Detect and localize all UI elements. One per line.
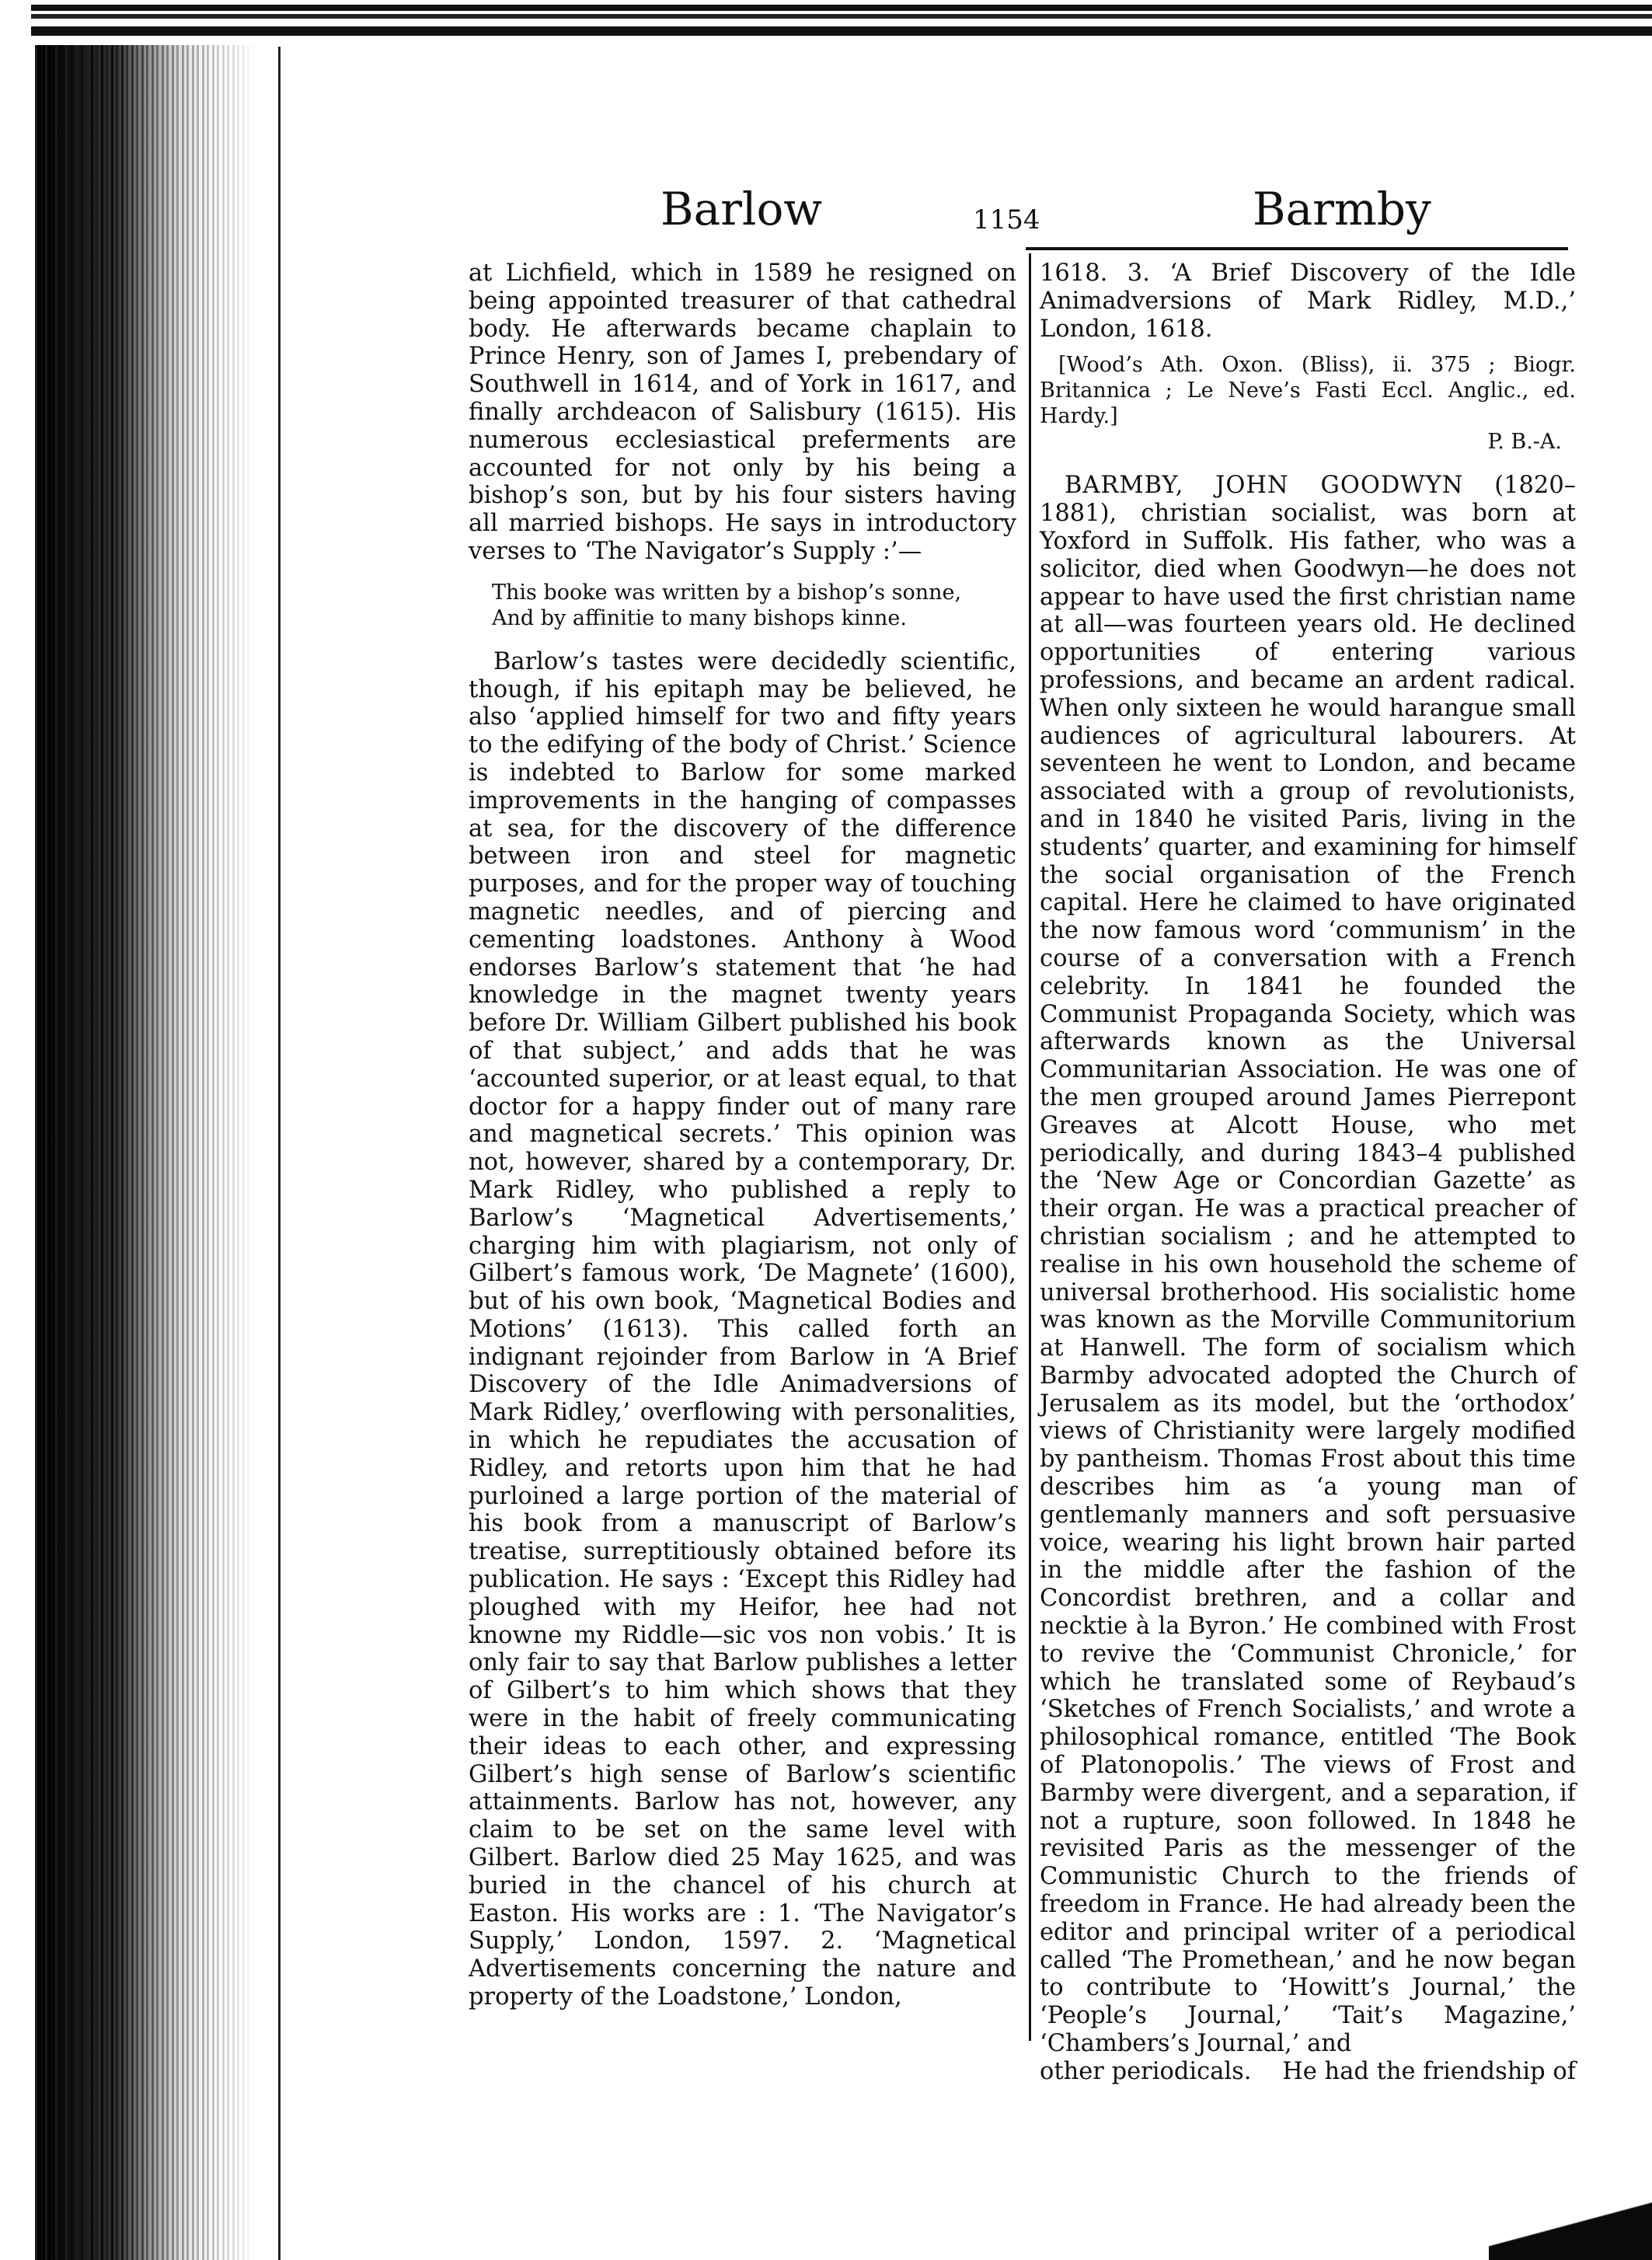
author-signature: P. B.-A. <box>1487 430 1562 455</box>
left-column <box>469 260 1016 2011</box>
page-edge-line <box>278 47 281 2260</box>
verse-quote <box>492 580 1016 631</box>
entry-body: (1820–1881), christian socialist, was born at Yoxford in Suffolk. His father, who was a solicitor, died when Goodwyn—he does not appear to have used the first christian name at all—was fourteen years old. He declined opportunities of entering various professions, and became an ardent radical. When only sixteen he would harangue small audiences of agricultural labourers. At seventeen he went to London, and became associated with a group of revolutionists, and in 1840 he visited Paris, living in the students’ quarter, and examining for himself the social organisation of the French capital. Here he claimed to have originated the now famous word ‘communism’ in the course of a conversation with a French celebrity. In 1841 he founded the Communist Propaganda Society, which was afterwards known as the Universal Communitarian Association. He was one of the men grouped around James Pierrepont Greaves at Alcott House, who met periodically, and during 1843–4 published the ‘New Age or Concordian Gazette’ as their organ. He was a practical preacher of christian socialism ; and he attempted to realise in his own household the scheme of universal brotherhood. His socialistic home was known as the Morville Communitorium at Hanwell. The form of socialism which Barmby advocated adopted the Church of Jerusalem as its model, but the ‘orthodox’ views of Christianity were largely modified by pantheism. Thomas Frost about this time describes him as ‘a young man of gentlemanly manners and soft persuasive voice, wearing his light brown hair parted in the middle after the fashion of the Concordist brethren, and a collar and necktie à la Byron.’ He combined with Frost to revive the ‘Communist Chronicle,’ for which he translated some of Reybaud’s ‘Sketches of French Socialists,’ and wrote a philosophical romance, entitled ‘The Book of Platonopolis.’ The views of Frost and Barmby were divergent, and a separation, if not a rupture, soon followed. In 1848 he revisited Paris as the messenger of the Communistic Church to the friends of freedom in France. He had already been the editor and principal writer of a periodical called ‘The Promethean,’ and he now began to contribute to ‘Howitt’s Journal,’ the ‘People’s Journal,’ ‘Tait’s Magazine,’ ‘Chambers’s Journal,’ and <box>1040 472 1576 2058</box>
left-paragraph-1: at Lichfield, which in 1589 he resigned on being appointed treasurer of that cathedral body. He afterwards became chaplain to Prince Henry, son of James I, prebendary of Southwell in 1614, and of York in 1617, and finally archdeacon of Salisbury (1615). His numerous ecclesiastical preferments are accounted for not only by his being a bishop’s son, but by his four sisters having all married bishops. He says in introductory verses to ‘The Navigator’s Supply :’— <box>469 260 1016 565</box>
header-right-word: Barmby <box>1253 183 1431 235</box>
running-header <box>0 183 1652 253</box>
page-number: 1154 <box>973 204 1040 235</box>
left-paragraph-2: Barlow’s tastes were decidedly scientific, though, if his epitaph may be believed, he also ‘applied himself for two and fifty years to the edifying of the body of Christ.’ Science is indebted to Barlow for some marked improvements in the hanging of compasses at sea, for the discovery of the difference between iron and steel for magnetic purposes, and for the proper way of touching magnetic needles, and of piercing and cementing loadstones. Anthony à Wood endorses Barlow’s statement that ‘he had knowledge in the magnet twenty years before Dr. William Gilbert published his book of that subject,’ and adds that he was ‘accounted superior, or at least equal, to that doctor for a happy finder out of many rare and magnetical secrets.’ This opinion was not, however, shared by a contemporary, Dr. Mark Ridley, who published a reply to Barlow’s ‘Magnetical Advertisements,’ charging him with plagiarism, not only of Gilbert’s famous work, ‘De Magnete’ (1600), but of his own book, ‘Magnetical Bodies and Motions’ (1613). This called forth an indignant rejoinder from Barlow in ‘A Brief Discovery of the Idle Animadversions of Mark Ridley,’ overflowing with personalities, in which he repudiates the accusation of Ridley, and retorts upon him that he had purloined a large portion of the material of his book from a manuscript of Barlow’s treatise, surreptitiously obtained before its publication. He says : ‘Except this Ridley had ploughed with my Heifor, hee had not knowne my Riddle—sic vos non vobis.’ It is only fair to say that Barlow publishes a letter of Gilbert’s to him which shows that they were in the habit of freely communicating their ideas to each other, and expressing Gilbert’s high sense of Barlow’s scientific attainments. Barlow has not, however, any claim to be set on the same level with Gilbert. Barlow died 25 May 1625, and was buried in the chancel of his church at Easton. His works are : 1. ‘The Navigator’s Supply,’ London, 1597. 2. ‘Magnetical Advertisements concerning the nature and property of the Loadstone,’ London, <box>469 647 1016 2011</box>
column-divider <box>1029 253 1031 2041</box>
entry-headword: BARMBY, JOHN GOODWYN <box>1065 472 1464 500</box>
header-left-word: Barlow <box>660 183 823 235</box>
scan-corner-shadow <box>1489 2175 1652 2260</box>
entry-last-left: other periodicals. <box>1040 2057 1252 2085</box>
right-column <box>1040 260 1576 2086</box>
entry-last-line <box>1040 2058 1576 2086</box>
entry-paragraph <box>1040 472 1576 2057</box>
scan-top-edge <box>31 0 1652 45</box>
entry-last-right: He had the friendship of <box>1282 2057 1576 2085</box>
entry-gap <box>1040 455 1576 472</box>
verse-line-2: And by affinitie to many bishops kinne. <box>492 605 907 630</box>
scan-gutter-edge <box>0 0 35 2260</box>
verse-line-1: This booke was written by a bishop’s sonne, <box>492 580 962 605</box>
bibliography-references: [Wood’s Ath. Oxon. (Bliss), ii. 375 ; Biogr. Britannica ; Le Neve’s Fasti Eccl. Anglic., ed. Hardy.] <box>1040 353 1576 429</box>
right-continuation: 1618. 3. ‘A Brief Discovery of the Idle Animadversions of Mark Ridley, M.D.,’ London, 1618. <box>1040 260 1576 343</box>
scan-gutter-fade <box>0 0 288 2260</box>
header-rule <box>1026 247 1568 250</box>
